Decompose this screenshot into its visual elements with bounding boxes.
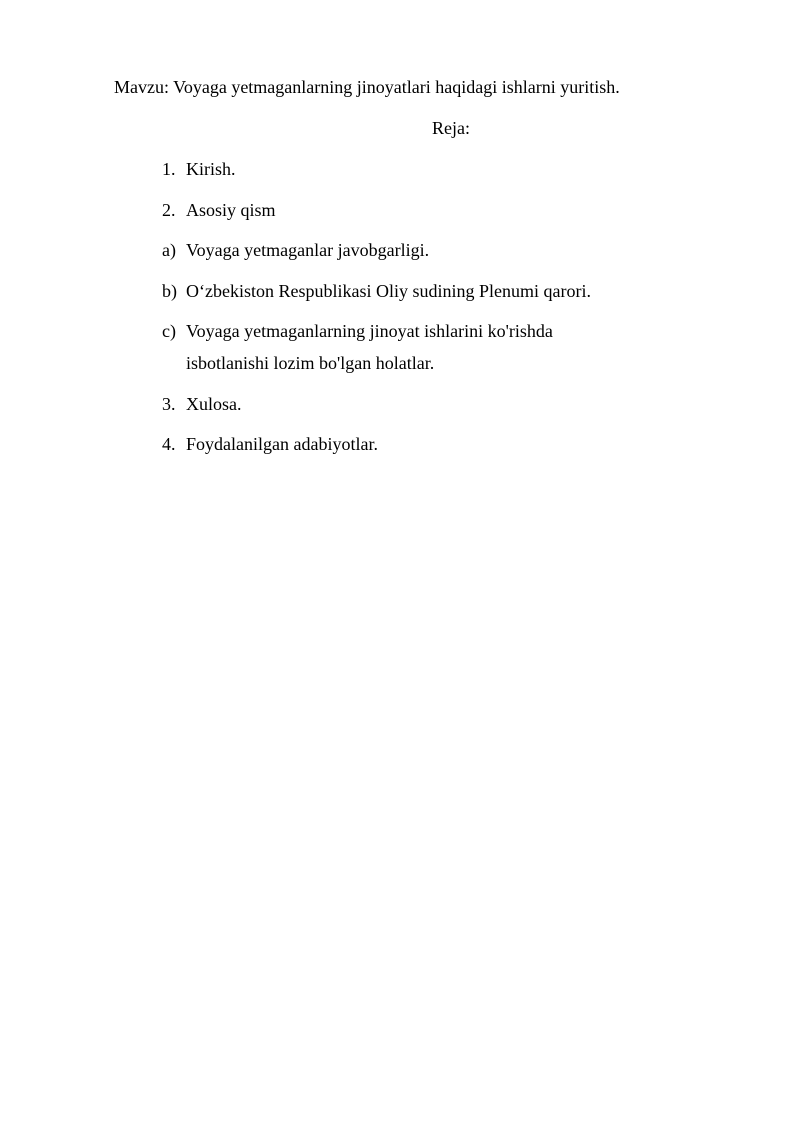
list-item-text: Xulosa. xyxy=(186,394,242,414)
list-item-text: Voyaga yetmaganlar javobgarligi. xyxy=(186,240,430,260)
list-marker: c) xyxy=(162,321,176,341)
plan-heading: Reja: xyxy=(432,118,470,138)
list-item xyxy=(162,158,236,180)
list-marker: 4. xyxy=(162,434,176,454)
list-item-text: Asosiy qism xyxy=(186,200,276,220)
list-item-text: Voyaga yetmaganlarning jinoyat ishlarini ko'rishda xyxy=(186,321,553,341)
list-item-text: Foydalanilgan adabiyotlar. xyxy=(186,434,378,454)
list-item-text: O‘zbekiston Respublikasi Oliy sudining Plenumi qarori. xyxy=(186,281,591,301)
list-item xyxy=(162,239,429,261)
document-title: Mavzu: Voyaga yetmaganlarning jinoyatlari haqidagi ishlarni yuritish. xyxy=(114,77,620,97)
list-item xyxy=(162,280,591,302)
list-marker: 3. xyxy=(162,394,176,414)
list-marker: b) xyxy=(162,281,177,301)
list-marker: a) xyxy=(162,240,176,260)
list-marker: 1. xyxy=(162,159,176,179)
list-item xyxy=(162,199,276,221)
list-item-continuation: isbotlanishi lozim bo'lgan holatlar. xyxy=(186,353,435,373)
list-item xyxy=(162,433,378,455)
list-item xyxy=(162,393,242,415)
list-item-text: Kirish. xyxy=(186,159,236,179)
list-item xyxy=(162,320,553,342)
list-marker: 2. xyxy=(162,200,176,220)
